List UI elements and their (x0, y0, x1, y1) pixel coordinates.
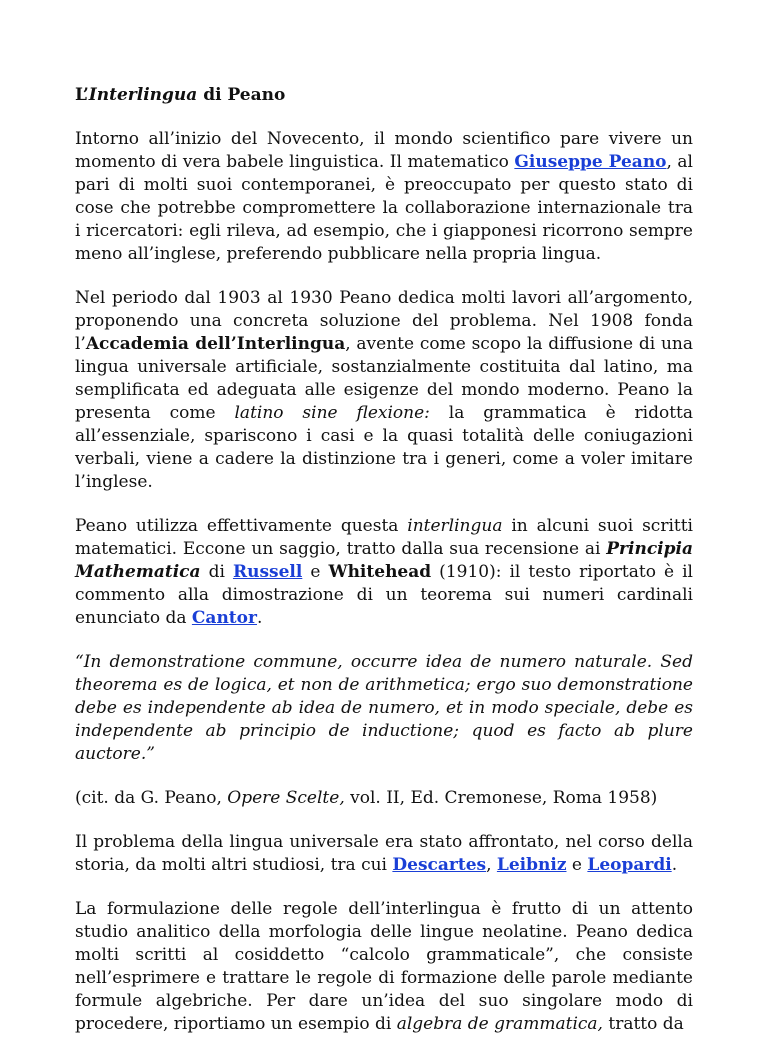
text: in alcuni suoi scritti matematici. Eccone un saggio, tratto dalla sua recensione ai (75, 516, 693, 559)
algebra-de-grammatica: algebra de grammatica, (396, 1014, 603, 1034)
text: La formulazione delle regole dell’interlingua è frutto di un attento studio analitico della morfologia delle lingue neolatine. Peano dedica molti scritti al cosiddetto “calcolo grammaticale”, che consiste nell’esprimere e trattare le regole di formazione delle parole mediante formule algebriche. Per dare un’idea del suo singolare modo di procedere, riportiamo un esempio di (75, 899, 693, 1034)
text: , avente come scopo la diffusione di una lingua universale artificiale, sostanzialmente costituita dal latino, ma semplificata ed adeguata alle esigenze del mondo moderno. Peano la presenta come (75, 334, 693, 423)
text: . (256, 608, 263, 628)
paragraph-accademia (75, 287, 693, 494)
paragraph-lingua-universale (75, 831, 693, 877)
paragraph-principia (75, 515, 693, 630)
document-body (75, 84, 693, 1057)
title-prefix: L’ (75, 85, 89, 105)
text: (cit. da G. Peano, (75, 788, 228, 808)
interlingua-term: interlingua (407, 516, 503, 536)
text: la grammatica è ridotta all’essenziale, spariscono i casi e la quasi totalità delle coniugazioni verbali, viene a cadere la distinzione tra i generi, come a voler imitare l’inglese. (75, 403, 693, 492)
link-russell[interactable]: Russell (232, 562, 303, 582)
accademia-name: Accademia dell’Interlingua (85, 334, 346, 354)
text: (1910): il testo riportato è il commento alla dimostrazione di un teorema sui numeri cardinali enunciato da (75, 562, 693, 628)
text: e (302, 562, 329, 582)
paragraph-intro (75, 128, 693, 266)
text: tratto da (602, 1014, 684, 1034)
text: vol. II, Ed. Cremonese, Roma 1958) (344, 788, 658, 808)
title-suffix: di Peano (197, 85, 286, 105)
link-descartes[interactable]: Descartes (392, 855, 487, 875)
text: di (200, 562, 233, 582)
opere-scelte-title: Opere Scelte, (227, 788, 345, 808)
latino-sine-flexione: latino sine flexione: (234, 403, 430, 423)
principia-title: Principia Mathematica (75, 539, 693, 582)
paragraph-calcolo-grammaticale (75, 898, 693, 1036)
quote-latino: “In demonstratione commune, occurre idea de numero naturale. Sed theorema es de logica, et non de arithmetica; ergo suo demonstratione debe es independente ab idea de numero, et in modo speciale, debe es independente ab principio de inductione; quod es facto ab plure auctore.” (75, 652, 693, 764)
link-cantor[interactable]: Cantor (191, 608, 257, 628)
link-leopardi[interactable]: Leopardi (587, 855, 672, 875)
text: Il problema della lingua universale era stato affrontato, nel corso della storia, da molti altri studiosi, tra cui (75, 832, 693, 875)
text: Peano utilizza effettivamente questa (75, 516, 408, 536)
citation (75, 787, 693, 810)
text: e (566, 855, 588, 875)
text: Intorno all’inizio del Novecento, il mondo scientifico pare vivere un momento di vera babele linguistica. Il matematico (75, 129, 693, 172)
document-title (75, 84, 693, 107)
text: . (671, 855, 678, 875)
text: Nel periodo dal 1903 al 1930 Peano dedica molti lavori all’argomento, proponendo una concreta soluzione del problema. Nel 1908 fonda l’ (75, 288, 693, 354)
text: , (486, 855, 497, 875)
link-giuseppe-peano[interactable]: Giuseppe Peano (514, 152, 667, 172)
title-italic: Interlingua (88, 85, 198, 105)
text: , al pari di molti suoi contemporanei, è preoccupato per questo stato di cose che potrebbe compromettere la collaborazione internazionale tra i ricercatori: egli rileva, ad esempio, che i giapponesi ricorrono sempre meno all’inglese, preferendo pubblicare nella propria lingua. (75, 152, 693, 264)
link-leibniz[interactable]: Leibniz (496, 855, 567, 875)
whitehead-name: Whitehead (328, 562, 432, 582)
